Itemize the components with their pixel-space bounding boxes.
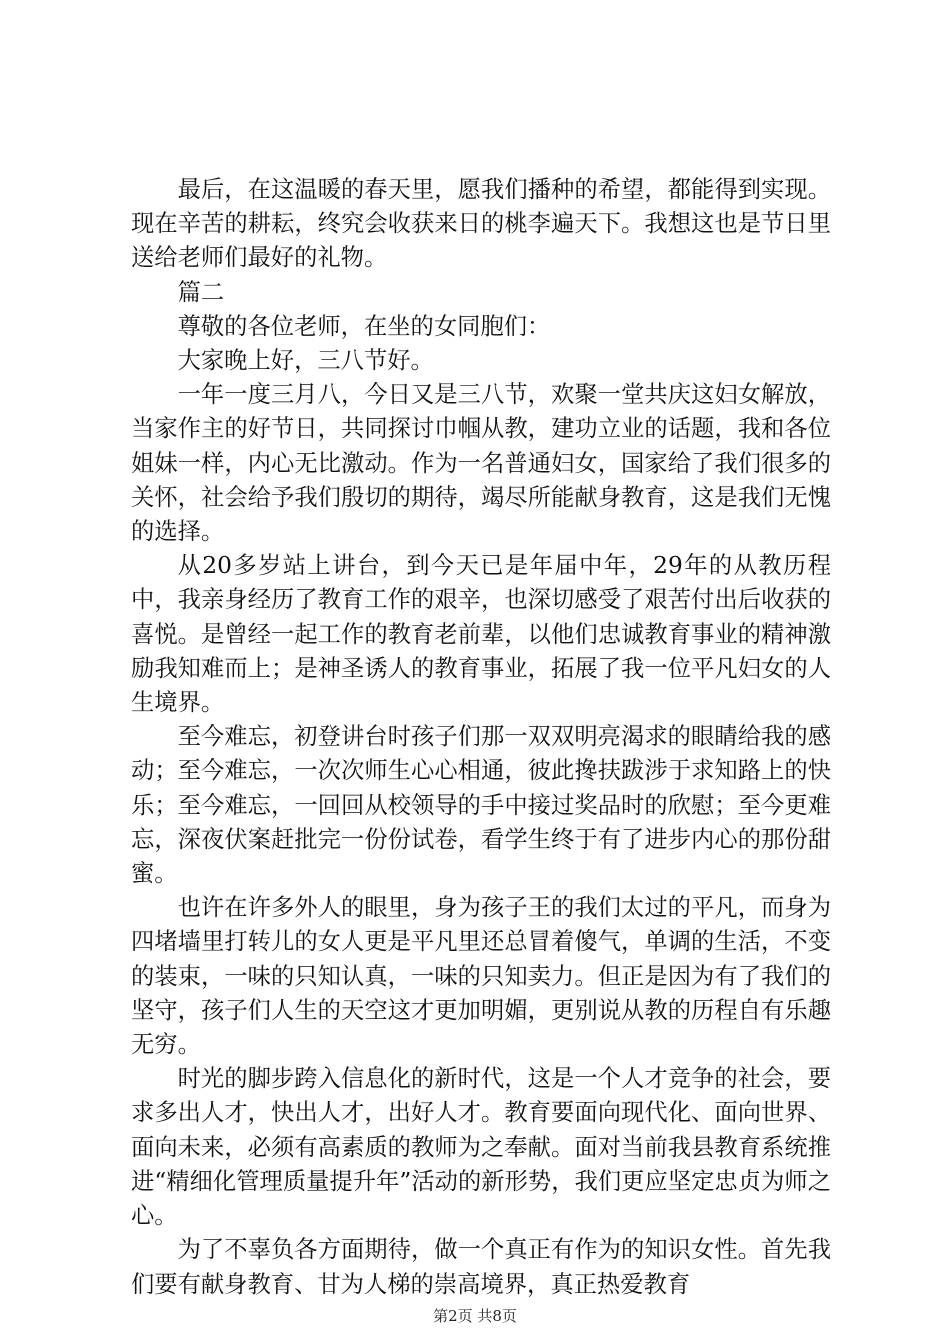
- page-number-footer: 第2页 共8页: [433, 1307, 517, 1325]
- paragraph: 从20多岁站上讲台，到今天已是年届中年，29年的从教历程中，我亲身经历了教育工作的艰辛，也深切感受了艰苦付出后收获的喜悦。是曾经一起工作的教育老前辈，以他们忠诚教育事业的精神激励我知难而上；是神圣诱人的教育事业，拓展了我一位平凡妇女的人生境界。: [131, 552, 831, 717]
- paragraph: 为了不辜负各方面期待，做一个真正有作为的知识女性。首先我们要有献身教育、甘为人梯的崇高境界，真正热爱教育: [131, 1236, 831, 1298]
- paragraph: 一年一度三月八，今日又是三八节，欢聚一堂共庆这妇女解放，当家作主的好节日，共同探讨巾帼从教，建功立业的话题，我和各位姐妹一样，内心无比激动。作为一名普通妇女，国家给了我们很多的关怀，社会给予我们殷切的期待，竭尽所能献身教育，这是我们无愧的选择。: [131, 381, 831, 546]
- section-heading: 篇二: [177, 278, 225, 306]
- greeting: 大家晚上好，三八节好。: [177, 347, 434, 375]
- salutation: 尊敬的各位老师，在坐的女同胞们：: [177, 312, 551, 340]
- paragraph-closing: 最后，在这温暖的春天里，愿我们播种的希望，都能得到实现。现在辛苦的耕耘，终究会收获来日的桃李遍天下。我想这也是节日里送给老师们最好的礼物。: [131, 176, 831, 272]
- paragraph: 也许在许多外人的眼里，身为孩子王的我们太过的平凡，而身为四堵墙里打转儿的女人更是平凡里还总冒着傻气，单调的生活，不变的装束，一味的只知认真，一味的只知卖力。但正是因为有了我们的坚守，孩子们人生的天空这才更加明媚，更别说从教的历程自有乐趣无穷。: [131, 894, 831, 1059]
- paragraph: 至今难忘，初登讲台时孩子们那一双双明亮渴求的眼睛给我的感动；至今难忘，一次次师生心心相通，彼此搀扶跋涉于求知路上的快乐；至今难忘，一回回从校领导的手中接过奖品时的欣慰；至今更难忘，深夜伏案赶批完一份份试卷，看学生终于有了进步内心的那份甜蜜。: [131, 723, 831, 888]
- paragraph: 时光的脚步跨入信息化的新时代，这是一个人才竞争的社会，要求多出人才，快出人才，出好人才。教育要面向现代化、面向世界、面向未来，必须有高素质的教师为之奉献。面对当前我县教育系统推进“精细化管理质量提升年”活动的新形势，我们更应坚定忠贞为师之心。: [131, 1065, 831, 1230]
- document-body: [131, 173, 831, 1302]
